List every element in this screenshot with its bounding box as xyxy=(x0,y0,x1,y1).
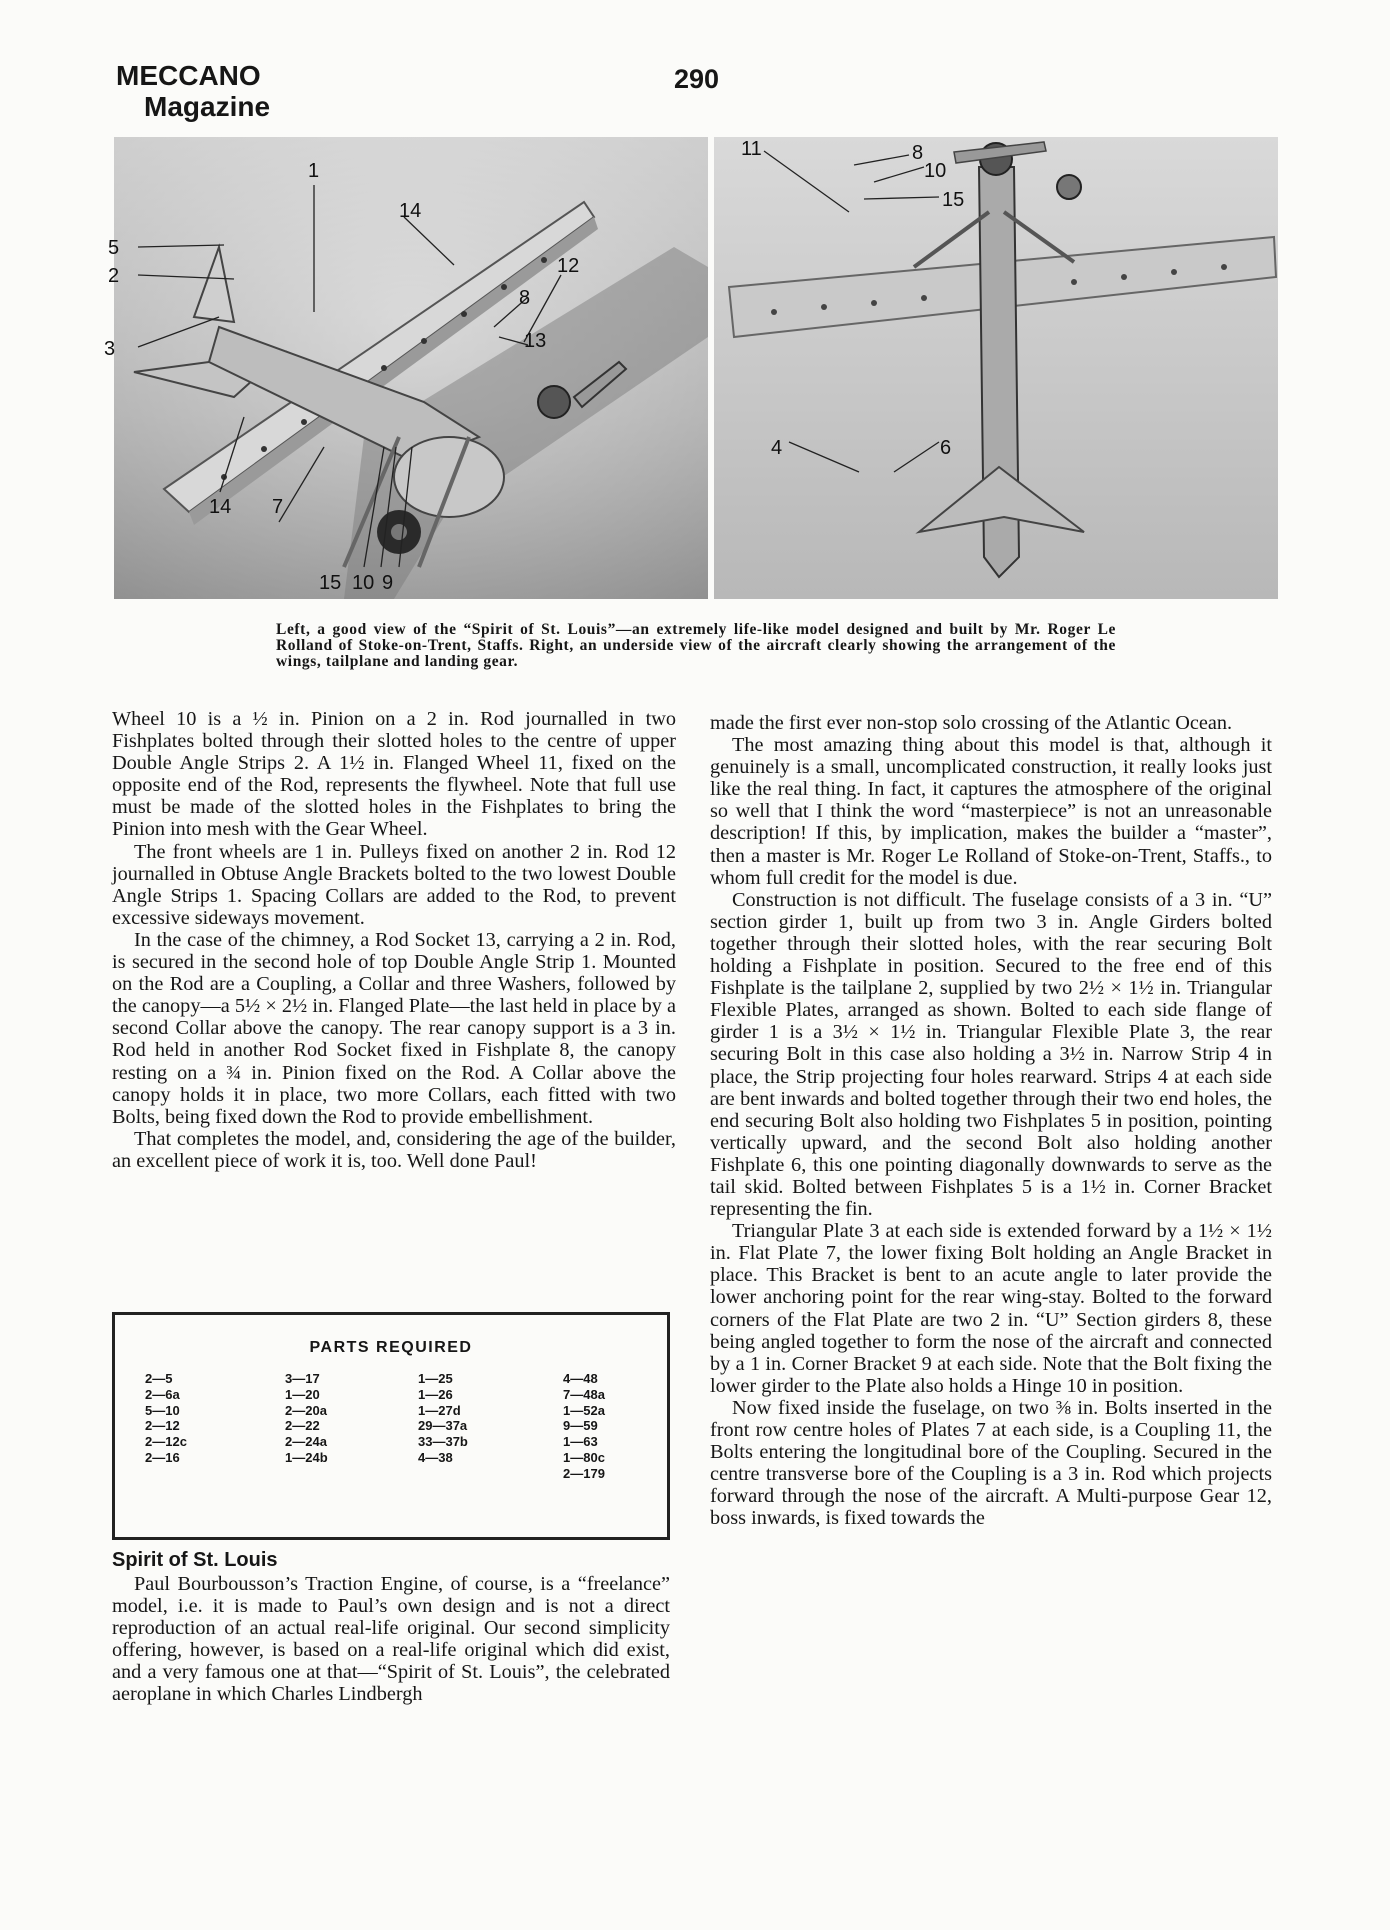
callout-6: 6 xyxy=(940,437,952,459)
section-heading: Spirit of St. Louis xyxy=(112,1549,278,1571)
part-entry: 1—20 xyxy=(285,1386,320,1402)
figure-caption: Left, a good view of the “Spirit of St. Louis”—an extremely life-like model designed and built by Mr. Roger Le Rolland of Stoke-on-Trent, Staffs. Right, an underside view of the aircraft clearly showing the arrangement of the wings, tailplane and landing gear. xyxy=(276,621,1116,670)
callout-4: 4 xyxy=(771,437,783,459)
left-column-text xyxy=(112,708,676,1172)
masthead-line-1: MECCANO xyxy=(116,60,261,91)
callout-7: 7 xyxy=(272,496,284,518)
parts-column-2 xyxy=(285,1371,328,1466)
part-entry: 5—10 xyxy=(145,1402,180,1418)
part-entry: 2—12 xyxy=(145,1418,180,1434)
part-entry: 33—37b xyxy=(418,1434,468,1450)
part-entry: 29—37a xyxy=(418,1418,468,1434)
callout-14-top: 14 xyxy=(399,200,422,222)
parts-column-3 xyxy=(418,1371,468,1466)
section-body xyxy=(112,1573,670,1706)
paragraph: Construction is not difficult. The fuselage consists of a 3 in. “U” section girder 1, built up from two 3 in. Angle Girders bolted together through their slotted holes, with the rear securing Bolt holding a Fishplate in position. Secured to the free end of this Fishplate is the tailplane 2, supplied by two 2½ × 1½ in. Triangular Flexible Plates, arranged as shown. Bolted to each side flange of girder 1 is a 3½ × 1½ in. Triangular Flexible Plate 3, the rear securing Bolt in this case also holding a 3½ in. Narrow Strip 4 in place, the Strip projecting four holes rearward. Strips 4 at each side are bent inwards and bolted together through their two end holes, the end securing Bolt also holding two Fishplates 5 in position, pointing vertically upward, and the second Bolt also holding another Fishplate 6, this one pointing diagonally downwards to serve as the tail skid. Bolted between Fishplates 5 is a 1½ in. Corner Bracket representing the fin. xyxy=(710,888,1272,1221)
part-entry: 1—24b xyxy=(285,1449,328,1465)
part-entry: 2—22 xyxy=(285,1418,320,1434)
part-entry: 2—24a xyxy=(285,1434,327,1450)
part-entry: 2—12c xyxy=(145,1434,187,1450)
part-entry: 9—59 xyxy=(563,1418,598,1434)
paragraph: That completes the model, and, considering the age of the builder, an excellent piece of work it is, too. Well done Paul! xyxy=(112,1127,676,1172)
part-entry: 2—179 xyxy=(563,1465,605,1481)
part-entry: 1—63 xyxy=(563,1434,598,1450)
right-column-text xyxy=(710,712,1272,1529)
callout-13: 13 xyxy=(524,330,547,352)
callout-15: 15 xyxy=(942,189,965,211)
parts-column-1 xyxy=(145,1371,187,1466)
paragraph: The front wheels are 1 in. Pulleys fixed on another 2 in. Rod 12 journalled in Obtuse Angle Brackets bolted to the two lowest Double Angle Strips 1. Spacing Collars are added to the Rod, to prevent excessive sideways movement. xyxy=(112,840,676,929)
magazine-masthead xyxy=(116,60,270,122)
paragraph: Now fixed inside the fuselage, on two ⅜ in. Bolts inserted in the front row centre holes of Plates 7 at each side, is a Coupling 11, the Bolts entering the longitudinal bore of the Coupling. Secured in the centre transverse bore of the Coupling is a 3 in. Rod which projects forward through the nose of the aircraft. A Multi-purpose Gear 12, boss inwards, is fixed towards the xyxy=(710,1396,1272,1530)
callout-15: 15 xyxy=(319,572,342,594)
parts-required-title: PARTS REQUIRED xyxy=(309,1339,473,1356)
part-entry: 3—17 xyxy=(285,1371,320,1386)
part-entry: 1—80c xyxy=(563,1449,605,1465)
paragraph: Triangular Plate 3 at each side is extended forward by a 1½ × 1½ in. Flat Plate 7, the lower fixing Bolt holding an Angle Bracket in place. This Bracket is bent to an acute angle to later provide the lower anchoring point for the rear wing-stay. Bolted to the forward corners of the Flat Plate are two 2 in. “U” Section girders 8, these being angled together to form the nose of the aircraft and connected by a 1 in. Corner Bracket 9 at each side. Note that the Bolt fixing the lower girder to the Plate also holds a Hinge 10 in position. xyxy=(710,1220,1272,1397)
callout-9: 9 xyxy=(382,572,394,594)
part-entry: 4—38 xyxy=(418,1449,453,1465)
page-number: 290 xyxy=(674,64,720,94)
paragraph: The most amazing thing about this model is that, although it genuinely is a small, uncomplicated construction, it really looks just like the real thing. In fact, it captures the atmosphere of the original so well that I think the word “masterpiece” is not an unreasonable description! If this, by implication, makes the builder a “master”, then a master is Mr. Roger Le Rolland of Stoke-on-Trent, Staffs., to whom full credit for the model is due. xyxy=(710,734,1272,889)
photo-model-underside-view xyxy=(714,137,1278,599)
part-entry: 7—48a xyxy=(563,1386,605,1402)
masthead-line-2: Magazine xyxy=(144,91,271,122)
paragraph: made the first ever non-stop solo crossing of the Atlantic Ocean. xyxy=(710,712,1233,734)
part-entry: 1—26 xyxy=(418,1386,453,1402)
callout-3: 3 xyxy=(104,338,116,360)
parts-column-4 xyxy=(563,1371,605,1482)
paragraph: In the case of the chimney, a Rod Socket 13, carrying a 2 in. Rod, is secured in the second hole of top Double Angle Strip 1. Mounted on the Rod are a Coupling, a Collar and three Washers, followed by the canopy—a 5½ × 2½ in. Flanged Plate—the last held in place by a second Collar above the canopy. The rear canopy support is a 3 in. Rod held in another Rod Socket fixed in Fishplate 8, the canopy resting on a ¾ in. Pinion fixed on the Rod. A Collar above the canopy holds it in place, two more Collars, each fitted with two Bolts, being fixed down the Rod to provide embellishment. xyxy=(112,928,676,1128)
callout-1: 1 xyxy=(308,160,320,182)
paragraph: Wheel 10 is a ½ in. Pinion on a 2 in. Rod journalled in two Fishplates bolted through their slotted holes to the centre of upper Double Angle Strips 2. A 1½ in. Flanged Wheel 11, fixed on the opposite end of the Rod, represents the flywheel. Note that full use must be made of the slotted holes in the Fishplates to bring the Pinion into mesh with the Gear Wheel. xyxy=(112,708,676,841)
part-entry: 2—5 xyxy=(145,1371,173,1386)
paragraph: Paul Bourbousson’s Traction Engine, of course, is a “freelance” model, i.e. it is made to Paul’s own design and is not a direct reproduction of an actual real-life original. Our second simplicity offering, however, is based on a real-life original which did exist, and a very famous one at that—“Spirit of St. Louis”, the celebrated aeroplane in which Charles Lindbergh xyxy=(112,1573,670,1706)
part-entry: 1—52a xyxy=(563,1402,605,1418)
part-entry: 2—20a xyxy=(285,1402,327,1418)
part-entry: 4—48 xyxy=(563,1371,598,1386)
part-entry: 1—27d xyxy=(418,1402,461,1418)
callout-8: 8 xyxy=(912,142,924,164)
parts-required-box xyxy=(112,1312,670,1540)
callout-2: 2 xyxy=(108,265,120,287)
part-entry: 1—25 xyxy=(418,1371,453,1386)
callout-8: 8 xyxy=(519,287,531,309)
part-entry: 2—16 xyxy=(145,1449,180,1465)
callout-12: 12 xyxy=(557,255,580,277)
callout-14-bottom: 14 xyxy=(209,496,232,518)
callout-11: 11 xyxy=(741,138,762,160)
part-entry: 2—6a xyxy=(145,1386,180,1402)
photo-model-three-quarter-view xyxy=(104,137,708,599)
callout-10: 10 xyxy=(352,572,375,594)
callout-5: 5 xyxy=(108,237,120,259)
callout-10: 10 xyxy=(924,160,947,182)
